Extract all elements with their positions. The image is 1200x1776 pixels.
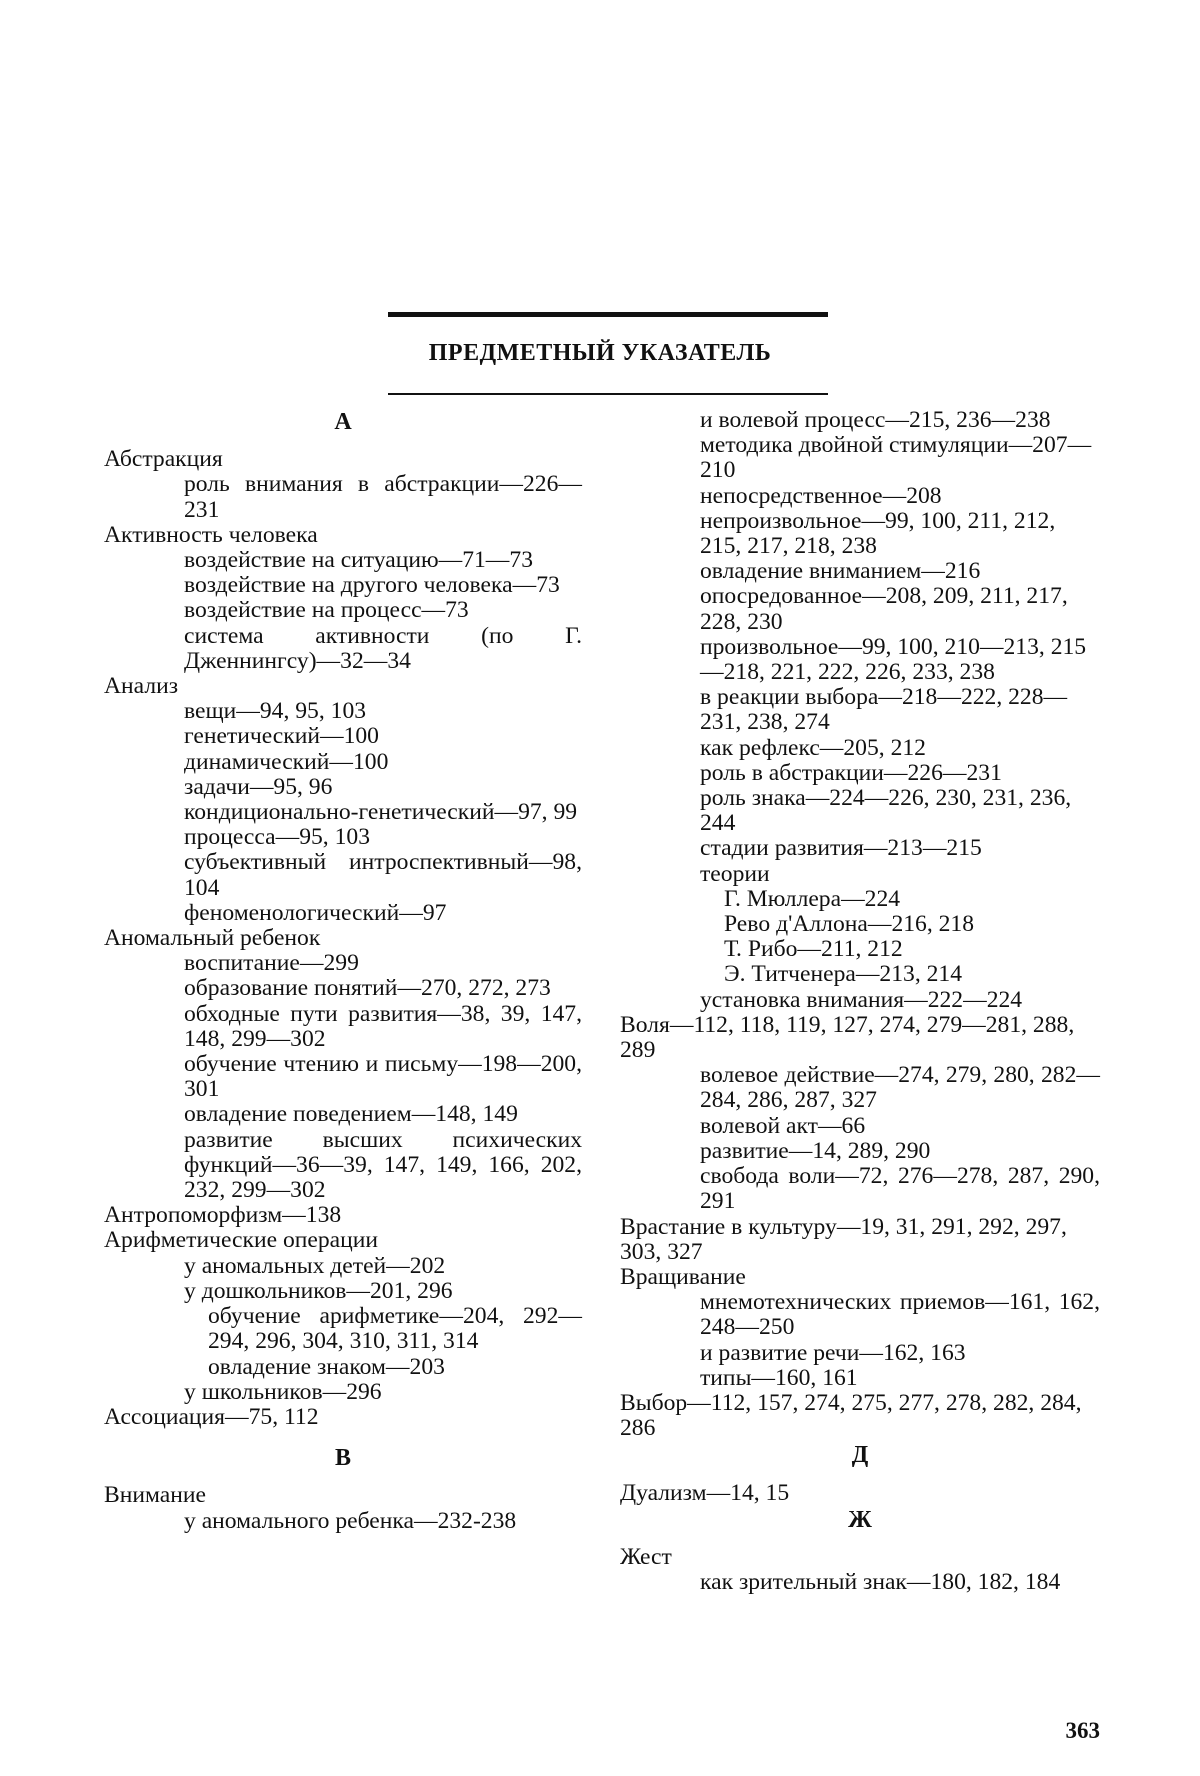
page-title: ПРЕДМЕТНЫЙ УКАЗАТЕЛЬ <box>428 340 772 366</box>
index-subentry: обучение чтению и письму—198—200, 301 <box>184 1051 582 1103</box>
index-subentry: произвольное—99, 100, 210—213, 215—218, 221, 222, 226, 233, 238 <box>700 633 1087 686</box>
index-entry: Выбор—112, 157, 274, 275, 277, 278, 282, 284, 286 <box>620 1389 1082 1442</box>
index-subentry: воздействие на ситуацию—71—73 <box>184 547 533 573</box>
index-subentry: овладение поведением—148, 149 <box>184 1101 518 1128</box>
index-subentry: задачи—95, 96 <box>184 773 333 800</box>
index-subentry: опосредованное—208, 209, 211, 217, 228, 230 <box>700 583 1068 635</box>
index-subentry: непроизвольное—99, 100, 211, 212, 215, 217, 218, 238 <box>700 507 1056 560</box>
index-subsubentry: Г. Мюллера—224 <box>724 885 901 912</box>
index-subentry: развитие высших психических функций—36—39, 147, 149, 166, 202, 232, 299—302 <box>184 1126 582 1204</box>
section-letter: Ж <box>848 1506 872 1533</box>
index-entry: Ассоциация—75, 112 <box>104 1403 319 1430</box>
section-letter: А <box>334 409 352 435</box>
index-subentry: субъективный интроспективный—98, 104 <box>184 849 582 901</box>
index-subentry: динамический—100 <box>184 748 389 775</box>
title-rule-top <box>388 312 828 317</box>
index-subentry: волевое действие—274, 279, 280, 282—284, 286, 287, 327 <box>700 1062 1100 1114</box>
index-subentry: вещи—94, 95, 103 <box>184 698 367 725</box>
index-subentry: свобода воли—72, 276—278, 287, 290, 291 <box>700 1163 1100 1215</box>
index-entry: Врастание в культуру—19, 31, 291, 292, 297, 303, 327 <box>620 1213 1067 1265</box>
index-subsubentry: Т. Рибо—211, 212 <box>724 936 903 963</box>
index-entry: Внимание <box>104 1482 206 1509</box>
index-subsubentry: овладение знаком—203 <box>208 1353 445 1380</box>
index-subentry: непосредственное—208 <box>700 482 942 509</box>
index-subentry: и волевой процесс—215, 236—238 <box>700 407 1051 433</box>
index-entry: Аномальный ребенок <box>104 925 321 952</box>
index-subentry: овладение вниманием—216 <box>700 558 981 585</box>
index-subentry: развитие—14, 289, 290 <box>700 1137 931 1164</box>
index-subentry: стадии развития—213—215 <box>700 835 982 862</box>
index-subentry: феноменологический—97 <box>184 899 447 926</box>
index-entry: Анализ <box>104 673 179 700</box>
index-subentry: теории <box>700 860 770 887</box>
title-rule-bottom <box>388 393 828 395</box>
index-subentry: как рефлекс—205, 212 <box>700 734 926 761</box>
index-subentry: обходные пути развития—38, 39, 147, 148, 299—302 <box>184 1000 582 1052</box>
index-subentry: роль внимания в абстракции—226—231 <box>184 471 582 523</box>
index-entry: Жест <box>620 1543 672 1570</box>
index-subentry: процесса—95, 103 <box>184 824 370 851</box>
index-subentry: у школьников—296 <box>184 1378 382 1405</box>
index-subentry: и развитие речи—162, 163 <box>700 1339 966 1366</box>
index-entry: Арифметические операции <box>104 1227 378 1254</box>
index-subentry: кондиционально-генетический—97, 99 <box>184 799 578 826</box>
index-subentry: типы—160, 161 <box>700 1364 858 1391</box>
section-letter: Д <box>851 1442 869 1469</box>
index-entry: Воля—112, 118, 119, 127, 274, 279—281, 288, 289 <box>620 1011 1075 1064</box>
index-subentry: генетический—100 <box>184 723 379 750</box>
index-subsubentry: Ревo д'Аллона—216, 218 <box>724 911 975 938</box>
left-column <box>104 408 582 1534</box>
index-subentry: роль знака—224—226, 230, 231, 236, 244 <box>700 785 1072 837</box>
index-entry: Дуализм—14, 15 <box>620 1479 790 1506</box>
index-entry: Вращивание <box>620 1263 746 1290</box>
index-subentry: система активности (по Г. Дженнингсу)—32—34 <box>184 622 582 674</box>
index-subentry: воздействие на другого человека—73 <box>184 572 560 599</box>
index-subentry: как зрительный знак—180, 182, 184 <box>700 1569 1061 1596</box>
index-subentry: воздействие на процесс—73 <box>184 597 469 624</box>
index-subentry: в реакции выбора—218—222, 228—231, 238, 274 <box>700 684 1068 736</box>
index-subentry: образование понятий—270, 272, 273 <box>184 975 551 1002</box>
index-subentry: мнемотехнических приемов—161, 162, 248—250 <box>700 1289 1100 1341</box>
index-subentry: у аномальных детей—202 <box>184 1252 446 1279</box>
index-subentry: у дошкольников—201, 296 <box>184 1277 453 1304</box>
right-column <box>620 408 1100 1595</box>
index-subsubentry: обучение арифметике—204, 292—294, 296, 304, 310, 311, 314 <box>208 1303 582 1355</box>
index-subentry: установка внимания—222—224 <box>700 986 1023 1013</box>
page-number: 363 <box>1065 1718 1100 1743</box>
section-letter: В <box>334 1445 351 1472</box>
index-subentry: волевой акт—66 <box>700 1112 866 1139</box>
index-subentry: методика двойной стимуляции—207—210 <box>700 432 1092 484</box>
index-entry: Активность человека <box>104 521 318 548</box>
index-subentry: роль в абстракции—226—231 <box>700 759 1002 786</box>
index-entry: Абстракция <box>104 446 223 473</box>
index-subsubentry: Э. Титченера—213, 214 <box>724 961 963 988</box>
index-subentry: воспитание—299 <box>184 950 359 977</box>
index-entry: Антропоморфизм—138 <box>104 1202 342 1229</box>
index-subentry: у аномального ребенка—232-238 <box>184 1507 517 1534</box>
